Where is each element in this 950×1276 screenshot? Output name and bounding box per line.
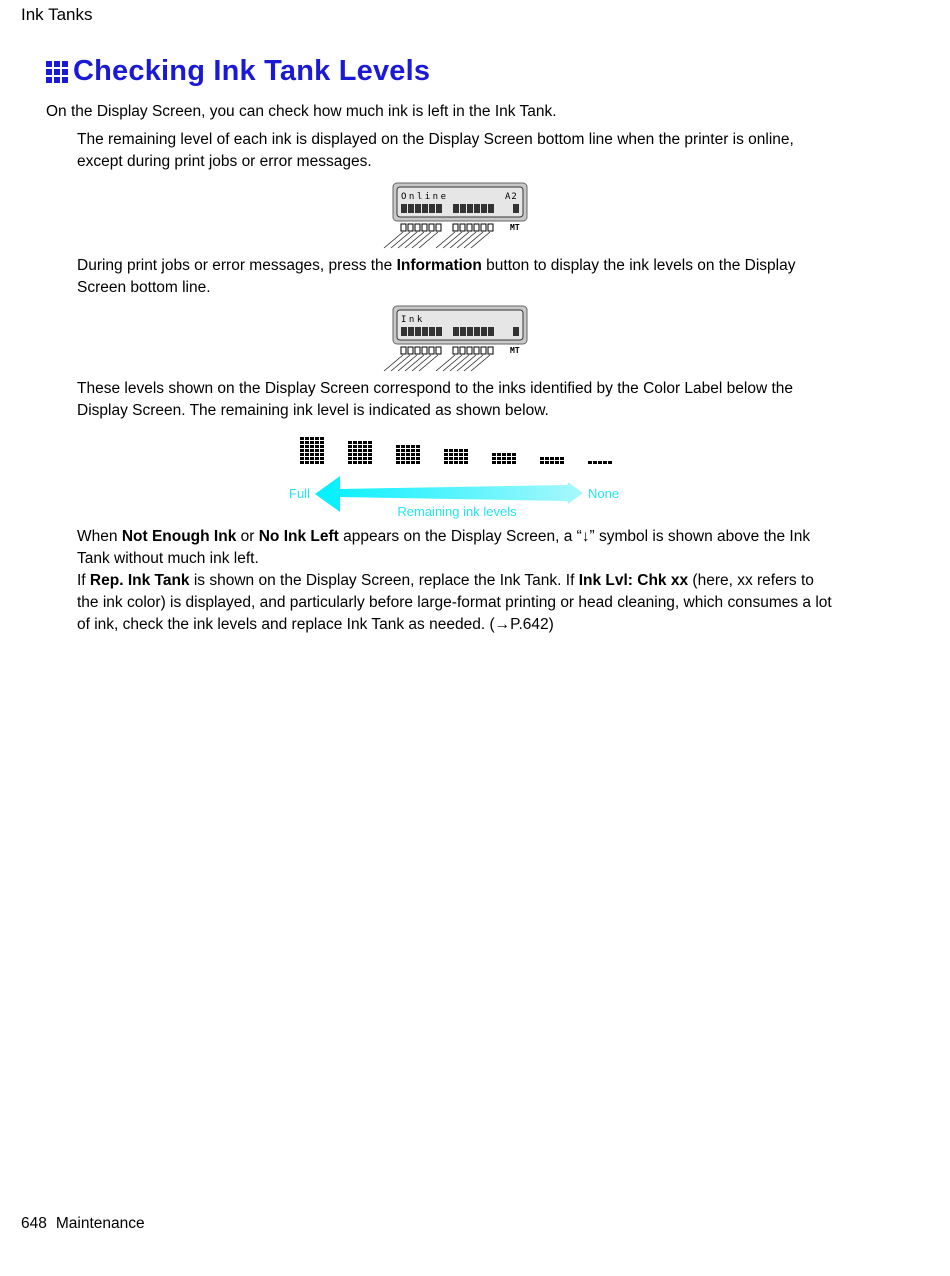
level-block-cell	[401, 457, 405, 460]
level-block-cell	[540, 457, 544, 460]
level-block-cell	[348, 441, 352, 444]
level-block-cell	[305, 457, 309, 460]
level-block-cell	[396, 461, 400, 464]
level-block-cell	[540, 461, 544, 464]
ink-lvl-chk-term: Ink Lvl: Chk xx	[578, 572, 689, 589]
level-block-cell	[348, 449, 352, 452]
level-block-cell	[300, 453, 304, 456]
page-number: 648	[21, 1215, 47, 1232]
level-block-cell	[368, 453, 372, 456]
level-block-cell	[320, 457, 324, 460]
no-ink-left-term: No Ink Left	[258, 528, 339, 545]
level-block-cell	[416, 461, 420, 464]
level-block-cell	[358, 449, 362, 452]
level-block-cell	[315, 461, 319, 464]
level-block-cell	[315, 445, 319, 448]
level-block-cell	[497, 457, 501, 460]
color-label-boxes	[401, 224, 493, 231]
level-block-cell	[348, 457, 352, 460]
level-block-cell	[401, 453, 405, 456]
level-block-cell	[368, 445, 372, 448]
full-label: Full	[289, 486, 310, 501]
level-block-cell	[507, 453, 511, 456]
level-block-group	[540, 457, 564, 464]
level-block-cell	[310, 453, 314, 456]
level-block-cell	[411, 445, 415, 448]
level-block-cell	[459, 461, 463, 464]
level-block-cell	[320, 441, 324, 444]
level-block-cell	[368, 441, 372, 444]
level-block-cell	[320, 445, 324, 448]
level-block-cell	[560, 461, 564, 464]
level-block-cell	[396, 445, 400, 448]
level-block-cell	[588, 461, 592, 464]
level-block-cell	[507, 461, 511, 464]
level-block-cell	[560, 457, 564, 460]
level-block-cell	[550, 461, 554, 464]
level-block-cell	[464, 453, 468, 456]
level-block-cell	[449, 449, 453, 452]
level-block-cell	[545, 461, 549, 464]
level-block-cell	[396, 457, 400, 460]
level-block-cell	[550, 457, 554, 460]
level-block-cell	[459, 449, 463, 452]
level-block-cell	[320, 461, 324, 464]
level-block-cell	[492, 457, 496, 460]
level-block-cell	[401, 449, 405, 452]
level-block-cell	[353, 453, 357, 456]
level-block-cell	[300, 441, 304, 444]
color-label-boxes	[401, 347, 493, 354]
level-block-cell	[363, 457, 367, 460]
level-block-cell	[406, 453, 410, 456]
level-block-cell	[300, 457, 304, 460]
level-block-cell	[353, 461, 357, 464]
mt-label: MT	[510, 346, 520, 355]
level-block-cell	[603, 461, 607, 464]
grid-bullet-icon	[46, 61, 68, 83]
level-block-cell	[368, 461, 372, 464]
level-block-cell	[358, 457, 362, 460]
level-block-cell	[492, 461, 496, 464]
paragraph-not-enough-ink: When Not Enough Ink or No Ink Left appears on the Display Screen, a “↓” symbol is shown above the Ink Tank without much ink left.	[77, 528, 811, 567]
level-block-cell	[396, 453, 400, 456]
level-block-group	[348, 441, 372, 464]
paragraph-online-levels: The remaining level of each ink is displayed on the Display Screen bottom line when the printer is online, except during print jobs or error messages.	[77, 131, 794, 170]
level-block-cell	[454, 461, 458, 464]
level-block-cell	[512, 453, 516, 456]
level-block-cell	[444, 453, 448, 456]
level-block-cell	[411, 457, 415, 460]
level-block-cell	[305, 461, 309, 464]
level-block-cell	[310, 449, 314, 452]
level-block-cell	[300, 461, 304, 464]
level-block-cell	[416, 453, 420, 456]
level-block-cell	[444, 461, 448, 464]
level-block-cell	[368, 457, 372, 460]
level-block-cell	[497, 461, 501, 464]
level-block-cell	[305, 445, 309, 448]
level-block-cell	[401, 461, 405, 464]
level-block-cell	[315, 441, 319, 444]
level-block-cell	[310, 441, 314, 444]
level-block-cell	[454, 453, 458, 456]
level-block-cell	[358, 453, 362, 456]
level-block-cell	[507, 457, 511, 460]
level-block-cell	[305, 441, 309, 444]
level-block-cell	[305, 437, 309, 440]
level-block-cell	[497, 453, 501, 456]
level-block-cell	[363, 445, 367, 448]
not-enough-ink-term: Not Enough Ink	[121, 528, 237, 545]
level-block-cell	[315, 457, 319, 460]
running-header: Ink Tanks	[21, 5, 93, 24]
level-block-cell	[406, 449, 410, 452]
level-block-cell	[545, 457, 549, 460]
paragraph-information-button: During print jobs or error messages, press the Information button to display the ink levels on the Display Screen bottom line.	[77, 257, 796, 296]
level-block-cell	[300, 449, 304, 452]
level-block-cell	[353, 457, 357, 460]
level-block-cell	[363, 461, 367, 464]
level-block-group	[588, 461, 612, 464]
level-block-groups	[300, 437, 612, 464]
level-block-cell	[444, 449, 448, 452]
level-block-cell	[444, 457, 448, 460]
level-block-cell	[353, 441, 357, 444]
level-block-cell	[358, 445, 362, 448]
level-block-cell	[358, 461, 362, 464]
level-block-cell	[416, 449, 420, 452]
level-block-cell	[512, 461, 516, 464]
level-block-cell	[310, 461, 314, 464]
level-block-cell	[502, 461, 506, 464]
level-block-cell	[555, 461, 559, 464]
label-leader-lines	[384, 355, 490, 371]
level-block-cell	[406, 461, 410, 464]
none-label: None	[588, 486, 620, 501]
footer-section: Maintenance	[55, 1215, 145, 1232]
level-block-cell	[593, 461, 597, 464]
lcd-line1-right: A2	[505, 192, 518, 202]
level-block-cell	[310, 457, 314, 460]
level-block-cell	[464, 457, 468, 460]
page-title: Checking Ink Tank Levels	[73, 55, 431, 87]
level-block-cell	[416, 457, 420, 460]
level-block-cell	[416, 445, 420, 448]
level-block-cell	[406, 457, 410, 460]
lcd-line1: Online	[401, 192, 449, 202]
level-block-cell	[464, 461, 468, 464]
label-leader-lines	[384, 232, 490, 248]
level-block-cell	[502, 457, 506, 460]
level-block-cell	[598, 461, 602, 464]
level-block-cell	[454, 457, 458, 460]
display-screen-ink-figure	[380, 305, 540, 380]
level-block-cell	[363, 449, 367, 452]
level-block-cell	[368, 449, 372, 452]
level-block-cell	[315, 453, 319, 456]
level-block-cell	[459, 453, 463, 456]
ink-levels-figure	[285, 428, 630, 528]
level-block-cell	[315, 437, 319, 440]
level-block-group	[396, 445, 420, 464]
level-block-cell	[454, 449, 458, 452]
level-block-cell	[320, 437, 324, 440]
level-block-cell	[358, 441, 362, 444]
page-footer	[21, 1215, 145, 1233]
level-block-cell	[449, 457, 453, 460]
rep-ink-tank-term: Rep. Ink Tank	[89, 572, 190, 589]
level-block-cell	[353, 445, 357, 448]
level-block-cell	[608, 461, 612, 464]
paragraph-replace-ink: If Rep. Ink Tank is shown on the Display Screen, replace the Ink Tank. If Ink Lvl: Chk xx (here, xx refers to the ink color) is displayed, and particularly before large-format printing or head cleaning, which consumes a lot of ink, check the ink levels and replace Ink Tank as needed. (→P.642)	[77, 572, 832, 633]
level-block-cell	[320, 449, 324, 452]
level-block-cell	[310, 445, 314, 448]
level-block-cell	[348, 445, 352, 448]
level-block-cell	[315, 449, 319, 452]
level-block-cell	[449, 461, 453, 464]
level-block-cell	[401, 445, 405, 448]
level-block-cell	[396, 449, 400, 452]
level-block-cell	[464, 449, 468, 452]
remaining-levels-caption: Remaining ink levels	[397, 504, 517, 519]
level-block-cell	[406, 445, 410, 448]
level-block-cell	[305, 449, 309, 452]
level-block-cell	[300, 437, 304, 440]
level-block-cell	[449, 453, 453, 456]
level-block-cell	[512, 457, 516, 460]
level-block-cell	[492, 453, 496, 456]
level-block-cell	[555, 457, 559, 460]
paragraph-color-label: These levels shown on the Display Screen correspond to the inks identified by the Color Label below the Display Screen. The remaining ink level is indicated as shown below.	[77, 380, 793, 419]
level-block-group	[492, 453, 516, 464]
level-block-group	[444, 449, 468, 464]
ink-levels-diagram	[285, 428, 630, 523]
intro-paragraph: On the Display Screen, you can check how much ink is left in the Ink Tank.	[46, 103, 557, 120]
level-block-cell	[502, 453, 506, 456]
level-block-cell	[411, 461, 415, 464]
level-block-cell	[459, 457, 463, 460]
mt-label: MT	[510, 223, 520, 232]
lcd-line1: Ink	[401, 315, 425, 325]
information-button-label: Information	[396, 257, 482, 274]
level-block-group	[300, 437, 324, 464]
level-block-cell	[348, 461, 352, 464]
level-block-cell	[310, 437, 314, 440]
display-screen-online-figure	[380, 182, 540, 257]
level-block-cell	[363, 441, 367, 444]
level-block-cell	[320, 453, 324, 456]
section-heading	[46, 55, 430, 88]
level-block-cell	[411, 449, 415, 452]
level-block-cell	[363, 453, 367, 456]
level-block-cell	[348, 453, 352, 456]
level-block-cell	[353, 449, 357, 452]
level-block-cell	[411, 453, 415, 456]
level-block-cell	[305, 453, 309, 456]
level-block-cell	[300, 445, 304, 448]
